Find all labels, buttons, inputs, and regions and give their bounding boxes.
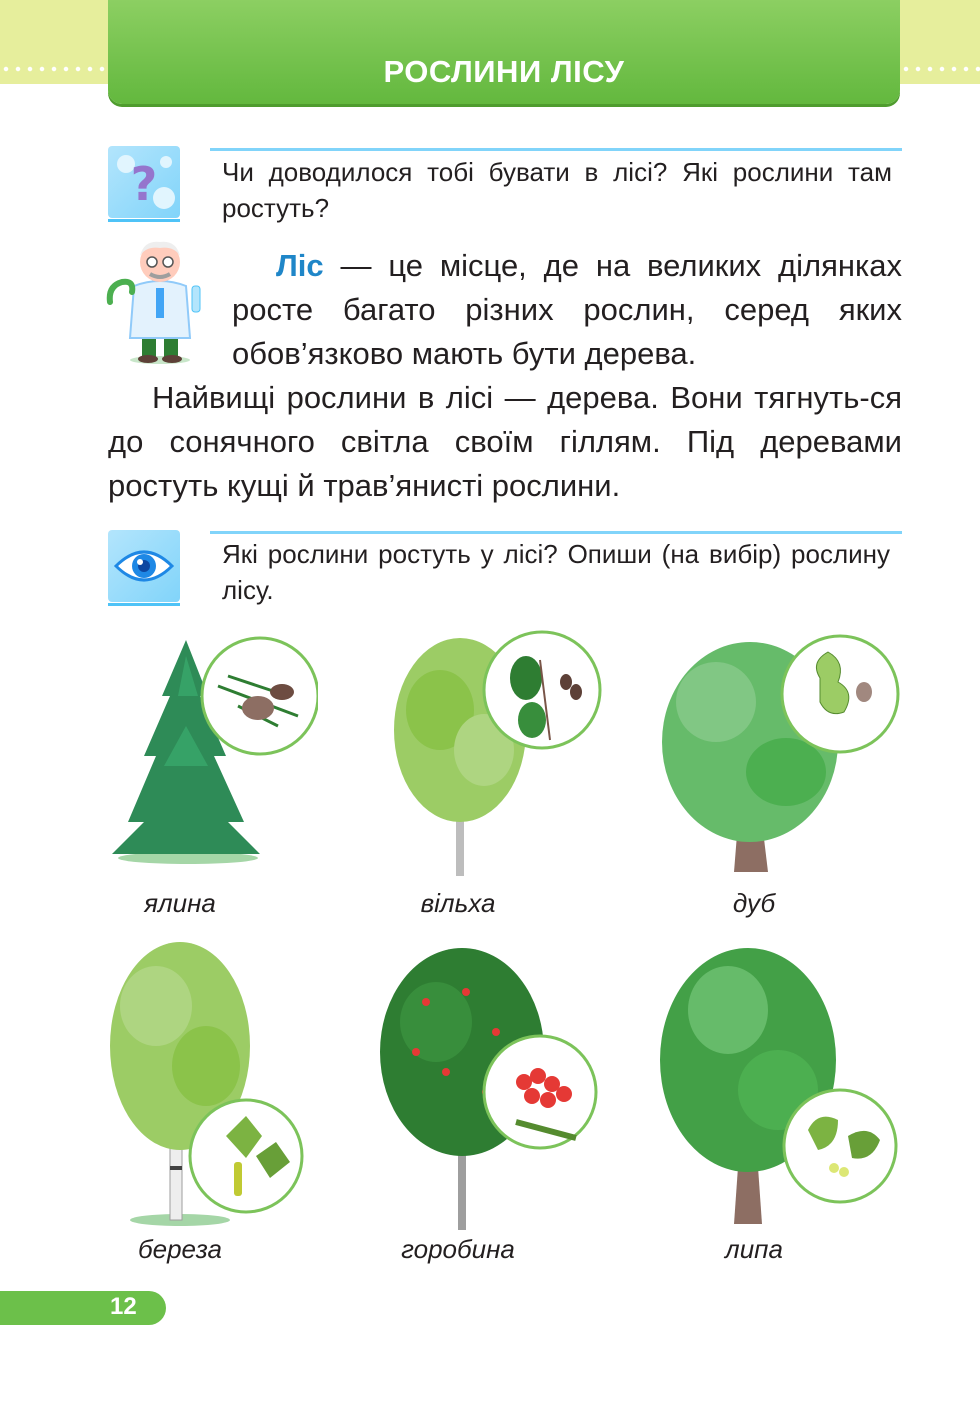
- spruce-icon: [108, 636, 318, 866]
- alder-icon: [380, 630, 606, 880]
- tree-caption-birch: береза: [138, 1234, 222, 1264]
- page-number-badge: [0, 1291, 166, 1325]
- tree-caption-alder: вільха: [420, 888, 496, 918]
- question2-text: Які рослини ростуть у лісі? Опиши (на вибір) рослину лісу.: [222, 539, 890, 605]
- question-icon: [108, 146, 180, 218]
- decor-dots-left: [0, 66, 108, 72]
- definition-paragraph: [232, 244, 902, 376]
- question-text: Чи доводилося тобі бувати в лісі? Які рослини там ростуть?: [222, 157, 892, 223]
- question-divider: [210, 148, 902, 151]
- main-paragraph: Найвищі рослини в лісі — дерева. Вони тягнуть-ся до сонячного світла своїм гіллям. Під деревами ростуть кущі й трав’янисті рослини.: [108, 380, 902, 503]
- eye-icon: [108, 530, 180, 602]
- tree-caption-rowan: горобина: [401, 1234, 515, 1264]
- page-number: 12: [110, 1293, 137, 1320]
- page-title: РОСЛИНИ ЛІСУ: [383, 54, 625, 89]
- oak-icon: [660, 622, 902, 878]
- tree-caption-spruce: ялина: [144, 888, 216, 918]
- question2-divider: [210, 531, 902, 534]
- title-tab: [108, 0, 900, 104]
- rowan-icon: [376, 942, 608, 1232]
- svg-text:?: ?: [130, 157, 158, 211]
- keyword-forest: Ліс: [276, 248, 324, 283]
- tree-caption-oak: дуб: [732, 888, 776, 918]
- professor-icon: [104, 236, 216, 364]
- linden-icon: [658, 940, 902, 1228]
- birch-icon: [106, 936, 310, 1228]
- decor-dots-right: [900, 66, 980, 72]
- definition-text: — це місце, де на великих ділянках росте багато різних рослин, серед яких обов’язково мають бути дерева.: [232, 248, 902, 371]
- tree-caption-linden: липа: [725, 1234, 783, 1264]
